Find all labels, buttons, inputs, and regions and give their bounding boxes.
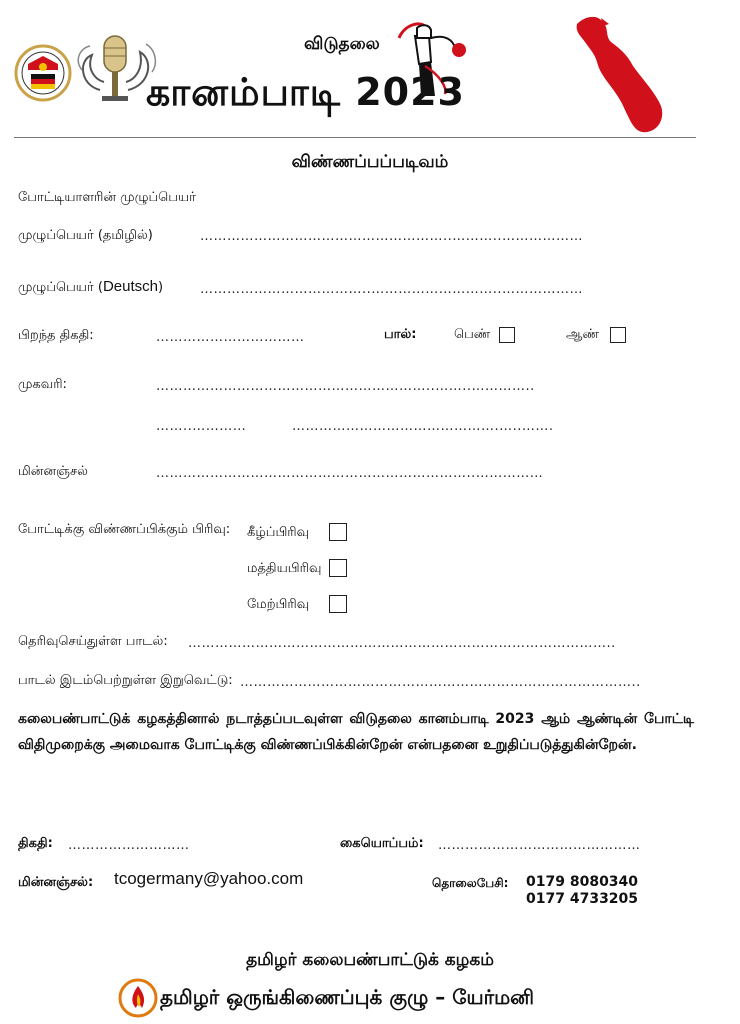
- participant-fullname-label: போட்டியாளரின் முழுப்பெயர்: [18, 190, 196, 205]
- form-title: விண்ணப்பப்படிவம்: [291, 152, 449, 172]
- gender-female-checkbox[interactable]: [499, 327, 515, 343]
- dob-field[interactable]: ……………………………: [156, 330, 305, 345]
- category-middle-label: மத்தியபிரிவு: [247, 561, 322, 576]
- signature-field[interactable]: ………………………………………: [438, 838, 641, 853]
- flame-emblem-icon: [118, 978, 158, 1018]
- fullname-deutsch-label: [18, 278, 163, 296]
- gender-label: பால்:: [384, 327, 417, 342]
- tamil-eelam-map-icon: [575, 14, 667, 136]
- gender-female-label: பெண்: [454, 327, 491, 342]
- date-label: திகதி:: [18, 836, 53, 851]
- header-title: கானம்பாடி 2023: [146, 70, 465, 114]
- fullname-deutsch-field[interactable]: ………………………………..………………………..………………: [200, 282, 584, 297]
- email-label: மின்னஞ்சல்: [18, 464, 88, 479]
- footer-org-line-2: தமிழர் ஒருங்கிணைப்புக் குழு – யேர்மனி: [160, 985, 535, 1009]
- fullname-deutsch-label-word: Deutsch: [102, 278, 158, 295]
- category-label: போட்டிக்கு விண்ணப்பிக்கும் பிரிவு:: [18, 522, 231, 537]
- address-field-line-2a[interactable]: ……..…………: [156, 419, 247, 434]
- gender-male-checkbox[interactable]: [610, 327, 626, 343]
- category-middle-checkbox[interactable]: [329, 559, 347, 577]
- album-field[interactable]: ……………………………………………………………………………..: [240, 675, 641, 690]
- email-field[interactable]: ……………………………………………………………..……………: [156, 466, 544, 481]
- phone-number-2: 0177 4733205: [526, 891, 639, 907]
- signature-label: கையொப்பம்:: [340, 836, 424, 851]
- emblem-flag-icon: [14, 40, 72, 106]
- contact-email-label: மின்னஞ்சல்:: [18, 875, 94, 890]
- address-field-line-2b[interactable]: ……………………………………….…..…….: [292, 419, 554, 434]
- header-subtitle: விடுதலை: [304, 34, 380, 54]
- phone-number-1: 0179 8080340: [526, 874, 639, 890]
- header-divider: [14, 137, 696, 138]
- category-upper-checkbox[interactable]: [329, 595, 347, 613]
- gender-male-label: ஆண்: [566, 327, 599, 342]
- dob-label: பிறந்த திகதி:: [18, 328, 94, 343]
- category-upper-label: மேற்பிரிவு: [247, 597, 310, 612]
- fullname-deutsch-label-prefix: முழுப்பெயர் (: [18, 280, 103, 295]
- declaration-text: கலைபண்பாட்டுக் கழகத்தினால் நடாத்தப்படவுள்ள விடுதலை கானம்பாடி 2023 ஆம் ஆண்டின் போட்டி விதிமுறைக்கு அமைவாக போட்டிக்கு விண்ணப்பிக்கின்றேன் என்பதனை உறுதிப்படுத்துகின்றேன்.: [18, 711, 694, 753]
- category-lower-checkbox[interactable]: [329, 523, 347, 541]
- fullname-tamil-field[interactable]: ………………………………………………..………..………………: [200, 229, 584, 244]
- album-label: பாடல் இடம்பெற்றுள்ள இறுவெட்டு:: [18, 673, 233, 688]
- address-label: முகவரி:: [18, 377, 67, 392]
- category-lower-label: கீழ்ப்பிரிவு: [247, 525, 310, 540]
- song-field[interactable]: …………………………………………………………………………………..: [188, 636, 616, 651]
- contact-email-value: tcogermany@yahoo.com: [114, 869, 304, 888]
- song-label: தெரிவுசெய்துள்ள பாடல்:: [18, 634, 168, 649]
- date-field[interactable]: ………………………: [68, 838, 190, 853]
- address-field-line-1[interactable]: ……………………………………………………..……..…………..: [156, 379, 535, 394]
- fullname-tamil-label: முழுப்பெயர் (தமிழில்): [18, 228, 153, 243]
- footer-org-line-1: தமிழர் கலைபண்பாட்டுக் கழகம்: [246, 950, 494, 970]
- fullname-deutsch-label-suffix: ): [157, 280, 164, 295]
- phone-label: தொலைபேசி:: [432, 876, 509, 890]
